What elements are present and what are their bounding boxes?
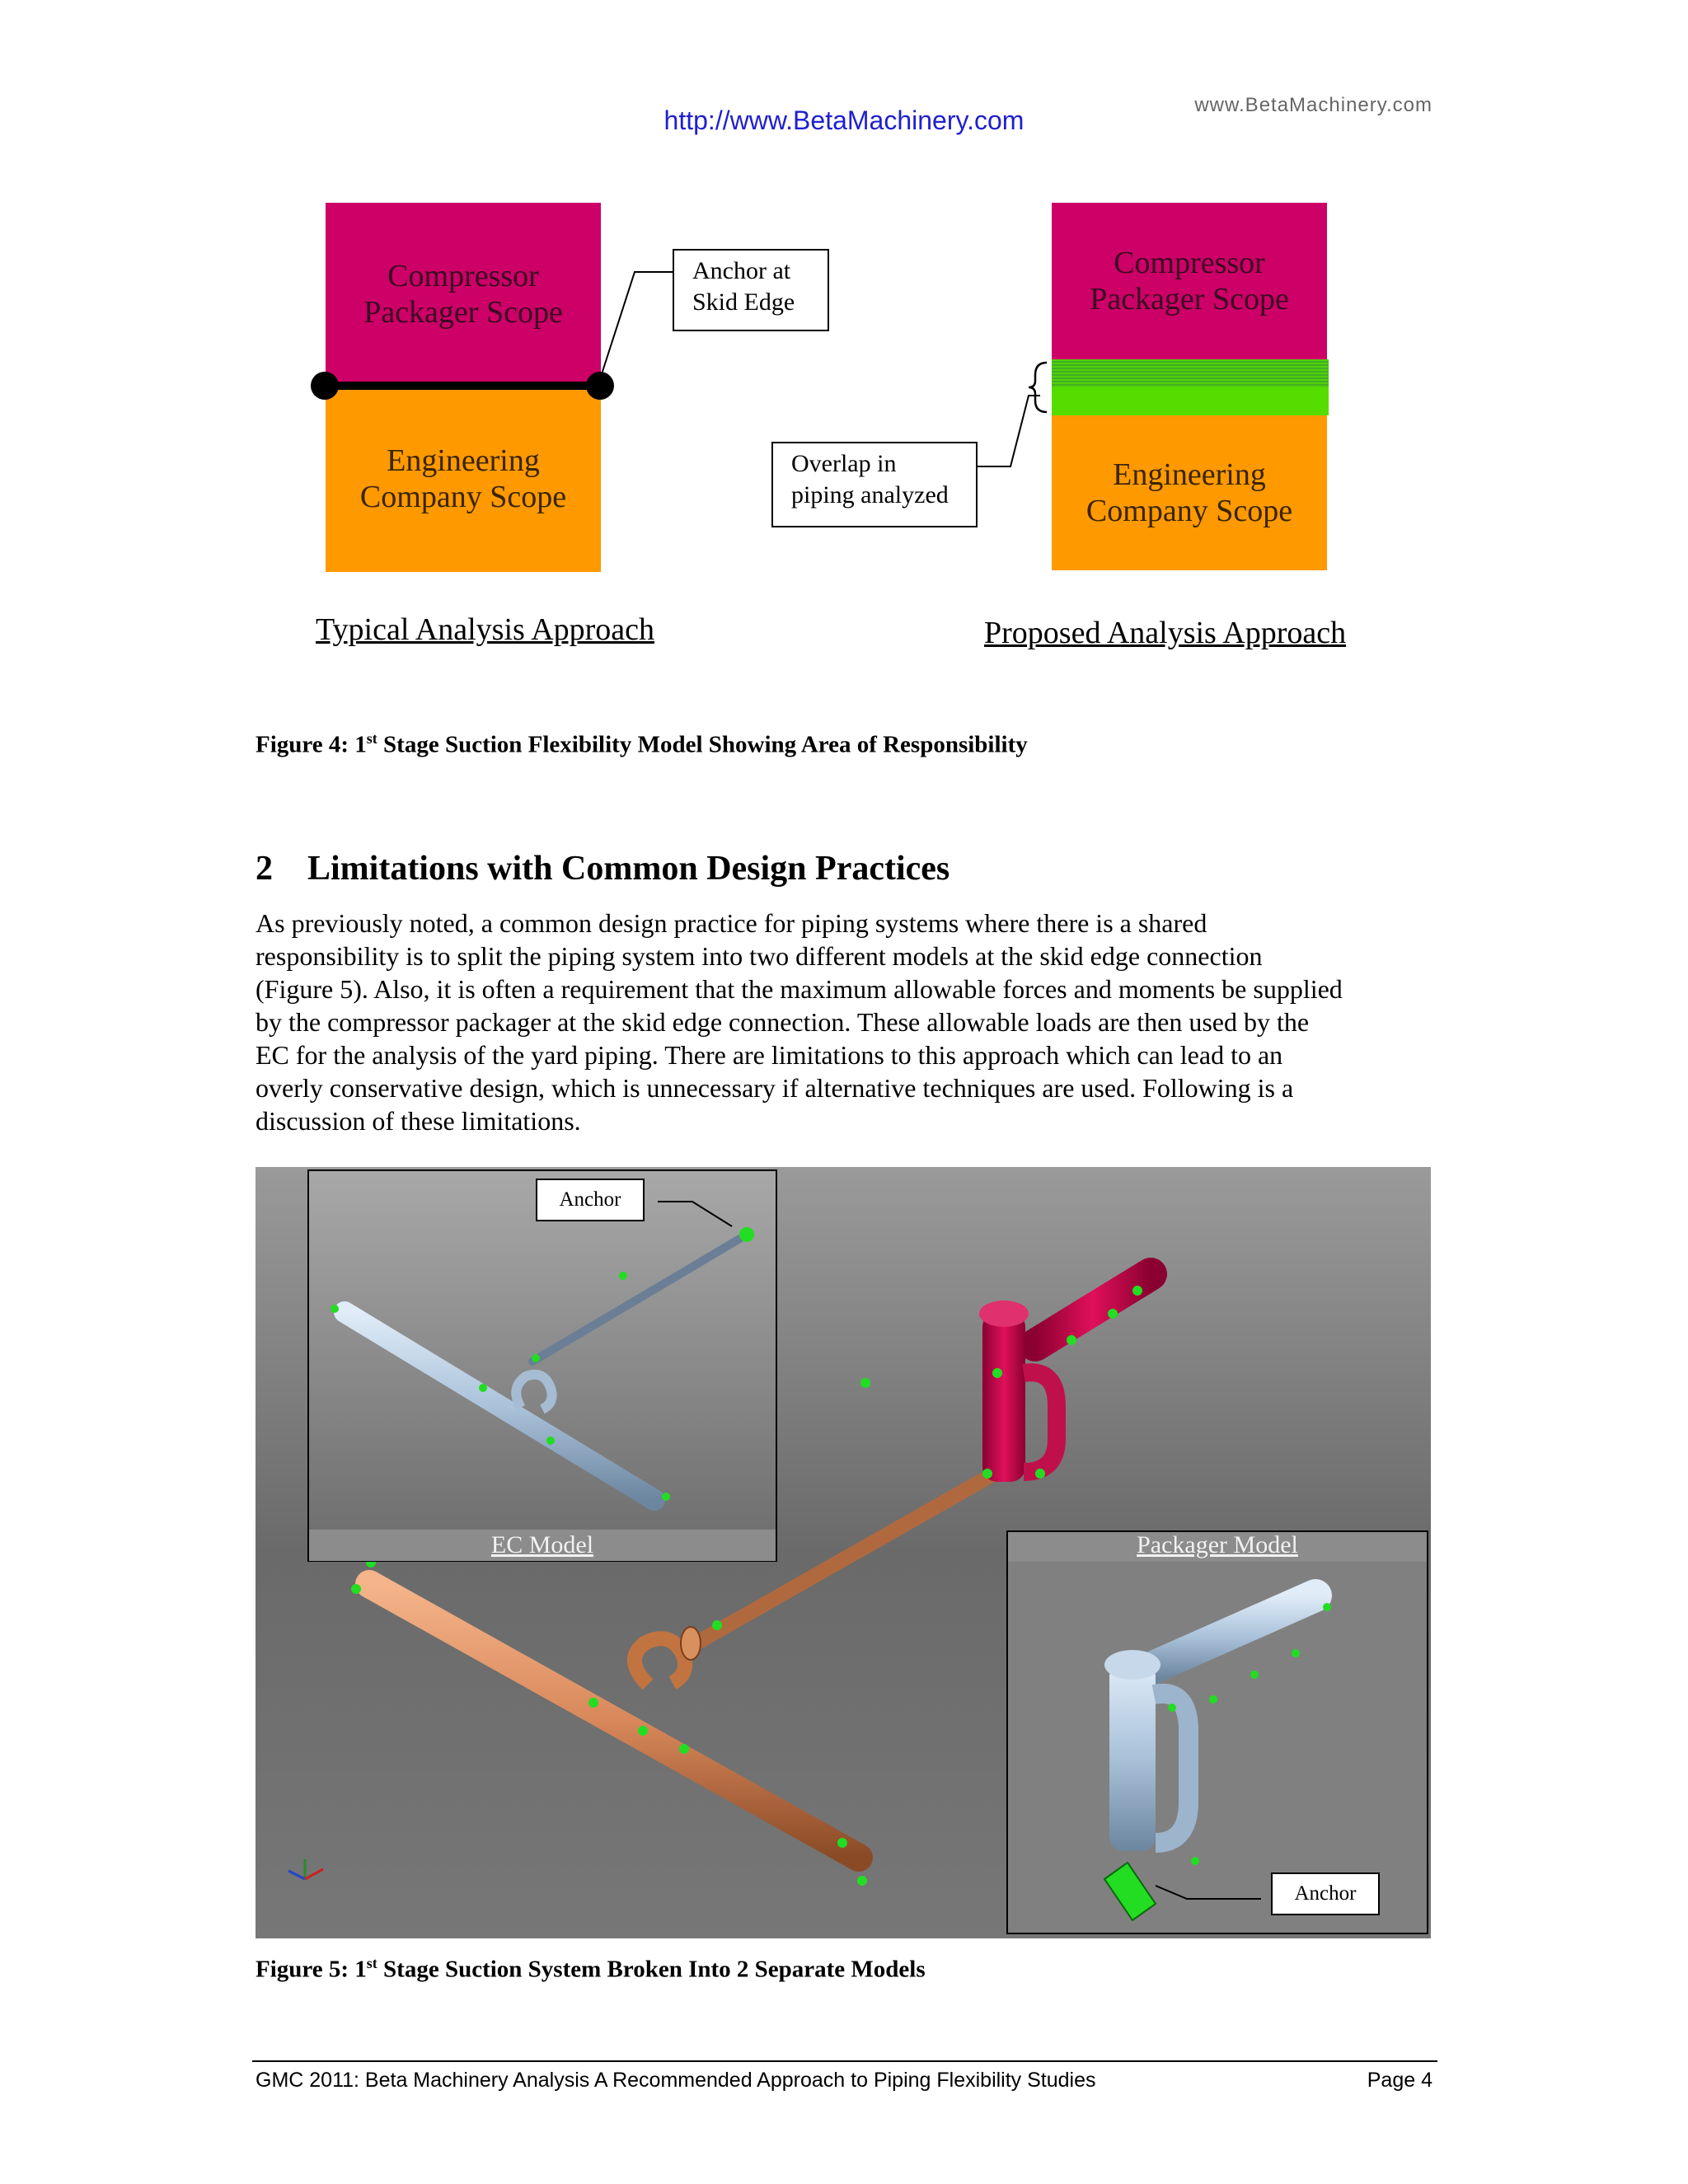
overlap-callout-line2: piping analyzed [791, 481, 949, 509]
packager-cap [1104, 1650, 1160, 1680]
footer-page-number: Page 4 [1367, 2069, 1432, 2092]
header-site: www.BetaMachinery.com [1194, 94, 1432, 116]
crimson-scrubber [982, 1312, 1025, 1482]
footer-rule [252, 2060, 1437, 2062]
ec-inset-bg [308, 1170, 776, 1561]
overlap-callout-line1: Overlap in [791, 450, 897, 477]
ec-anchor-label: Anchor [536, 1179, 645, 1221]
figure-5-caption-rest: Stage Suction System Broken Into 2 Separate Models [377, 1956, 926, 1983]
body-paragraph [256, 907, 1442, 1137]
figure-5-caption-sup: st [366, 1955, 377, 1971]
right-compressor-line1: Compressor [1114, 246, 1265, 280]
left-engineering-line2: Company Scope [359, 480, 567, 514]
section-title: Limitations with Common Design Practices [307, 850, 950, 888]
header-url[interactable]: http://www.BetaMachinery.com [663, 105, 1025, 135]
section-heading [256, 849, 950, 888]
copper-flange [681, 1627, 701, 1660]
left-compressor-line2: Packager Scope [363, 295, 563, 330]
anchor-dot-left [311, 372, 339, 400]
paragraph-line: As previously noted, a common design practice for piping systems where there is a shared [256, 908, 1207, 938]
paragraph-line: by the compressor packager at the skid edge connection. These allowable loads are then used by the [256, 1007, 1310, 1037]
paragraph-line: overly conservative design, which is unnecessary if alternative techniques are used. Following is a [256, 1073, 1294, 1103]
proposed-approach-caption: Proposed Analysis Approach [984, 616, 1347, 650]
right-compressor-scope [1052, 203, 1327, 359]
figure-5-caption [256, 1955, 926, 1984]
overlap-band [1052, 359, 1329, 415]
crimson-cap [979, 1301, 1029, 1327]
paragraph-line: (Figure 5). Also, it is often a requirement that the maximum allowable forces and moments be supplied [256, 974, 1343, 1004]
crimson-loop [1024, 1372, 1057, 1472]
axis-triad [288, 1859, 323, 1879]
copper-header-pipe [369, 1584, 859, 1858]
figure-5-render [256, 1167, 1431, 1938]
section-number: 2 [256, 850, 273, 888]
packager-scrubber [1109, 1661, 1156, 1851]
packager-anchor-label: Anchor [1271, 1872, 1380, 1915]
overlap-callout [771, 442, 978, 527]
anchor-callout-line1: Anchor at [692, 257, 791, 284]
figure-4-caption-sup: st [366, 730, 377, 747]
typical-approach-caption: Typical Analysis Approach [316, 612, 655, 647]
crimson-header-pipe [1035, 1274, 1151, 1345]
overlap-brace [1029, 363, 1047, 412]
footer-left: GMC 2011: Beta Machinery Analysis A Recommended Approach to Piping Flexibility Studies [256, 2069, 1096, 2092]
figure-4 [0, 0, 1688, 775]
anchor-leader-line [600, 272, 673, 379]
packager-model-label: Packager Model [1137, 1531, 1298, 1558]
anchor-callout-line2: Skid Edge [692, 288, 795, 316]
anchor-line-diagram [0, 0, 1688, 775]
figure-4-caption-prefix: Figure 4: 1 [256, 731, 367, 758]
left-compressor-line1: Compressor [387, 259, 539, 293]
overlap-leader-line [978, 396, 1040, 466]
paragraph-line: EC for the analysis of the yard piping. There are limitations to this approach which can lead to an [256, 1040, 1283, 1070]
figure-5-caption-prefix: Figure 5: 1 [256, 1956, 367, 1983]
paragraph-line: responsibility is to split the piping system into two different models at the skid edge connection [256, 941, 1263, 971]
ec-model-label: EC Model [490, 1531, 594, 1558]
left-engineering-line1: Engineering [387, 443, 540, 478]
figure-4-caption-rest: Stage Suction Flexibility Model Showing Area of Responsibility [377, 731, 1028, 758]
figure-4-caption [256, 730, 1028, 759]
right-engineering-line2: Company Scope [1085, 494, 1293, 528]
right-engineering-scope [1052, 415, 1327, 570]
right-compressor-line2: Packager Scope [1090, 282, 1289, 316]
anchor-dot-right [586, 372, 614, 400]
paragraph-line: discussion of these limitations. [256, 1106, 581, 1136]
anchor-callout [673, 249, 829, 331]
copper-loop [635, 1638, 685, 1685]
right-engineering-line1: Engineering [1113, 457, 1266, 492]
